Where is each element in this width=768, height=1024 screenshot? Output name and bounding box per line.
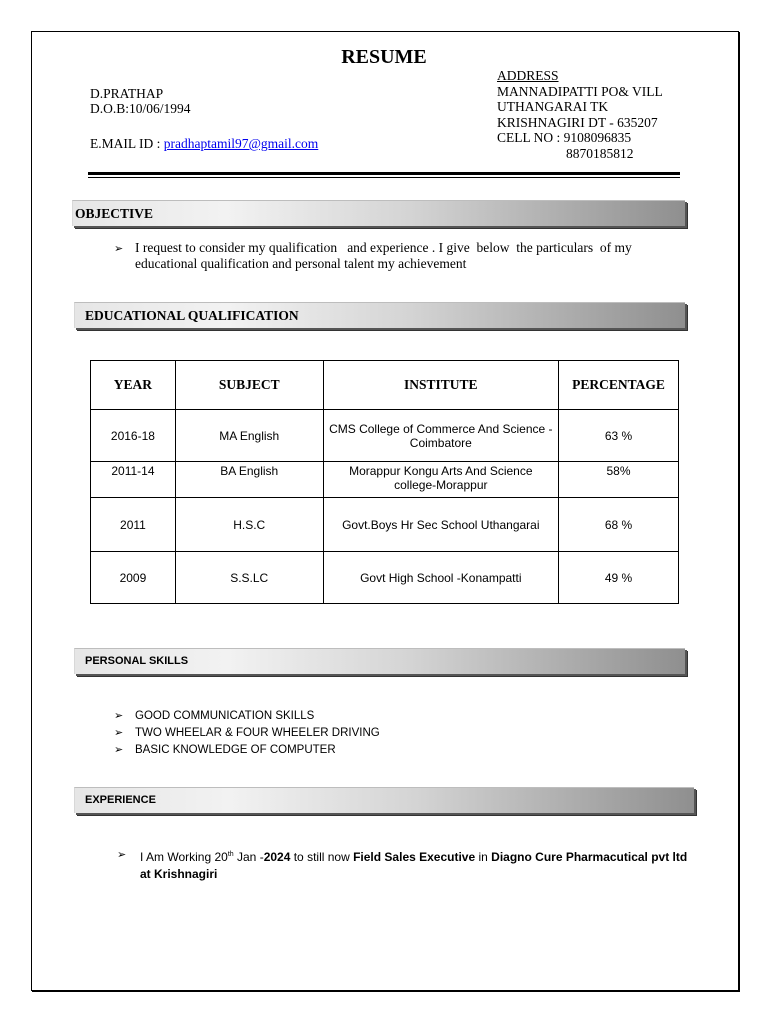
cell-subject: H.S.C: [175, 498, 323, 552]
table-row: [91, 462, 679, 498]
cell-subject: MA English: [175, 410, 323, 462]
list-item: BASIC KNOWLEDGE OF COMPUTER: [135, 744, 336, 756]
exp-sup: th: [227, 851, 234, 858]
bullet-icon: ➢: [114, 727, 124, 739]
objective-section-header: [72, 200, 685, 226]
table-header-row: [91, 361, 679, 410]
email-label: E.MAIL ID :: [90, 136, 164, 151]
exp-role: Field Sales Executive: [353, 850, 476, 864]
address-block: [497, 68, 663, 162]
column-header-subject: SUBJECT: [175, 361, 323, 410]
address-heading: ADDRESS: [497, 68, 559, 83]
cell-year: 2011: [91, 498, 176, 552]
education-section-header: [74, 302, 685, 328]
table-row: [91, 410, 679, 462]
column-header-year: YEAR: [91, 361, 176, 410]
cell-percentage: 49 %: [559, 552, 679, 604]
cell-percentage: 63 %: [559, 410, 679, 462]
exp-part-2: Jan -: [233, 850, 264, 864]
objective-line-1: I request to consider my qualification and experience . I give below the particulars of my: [135, 240, 632, 255]
cell-year: 2009: [91, 552, 176, 604]
exp-year: 2024: [263, 850, 291, 864]
list-item: GOOD COMMUNICATION SKILLS: [135, 710, 315, 722]
resume-title: RESUME: [341, 46, 427, 68]
candidate-name: D.PRATHAP: [90, 86, 164, 101]
header-divider: [88, 172, 680, 175]
cell-number: CELL NO : 9108096835: [497, 130, 632, 146]
table-row: [91, 552, 679, 604]
cell-percentage: 68 %: [559, 498, 679, 552]
cell-subject: S.S.LC: [175, 552, 323, 604]
personal-info: [90, 86, 191, 116]
exp-part-3: to still now: [290, 850, 354, 864]
table-row: [91, 498, 679, 552]
objective-heading: OBJECTIVE: [75, 206, 154, 221]
header-divider-thin: [88, 177, 680, 178]
email-line: [90, 136, 318, 152]
education-table: [90, 360, 679, 604]
cell-percentage: 58%: [559, 462, 679, 498]
bullet-icon: ➢: [117, 849, 127, 861]
cell-subject: BA English: [175, 462, 323, 498]
objective-line-2: educational qualification and personal talent my achievement: [135, 256, 467, 271]
cell-institute: Morappur Kongu Arts And Science college-Morappur: [323, 462, 558, 498]
exp-part-1: I Am Working 20: [140, 850, 228, 864]
exp-company: Diagno Cure Pharmacutical pvt ltd at Krishnagiri: [140, 850, 688, 881]
cell-number-2: 8870185812: [566, 145, 634, 161]
cell-institute: Govt High School -Konampatti: [323, 552, 558, 604]
address-line-2: UTHANGARAI TK: [497, 99, 609, 115]
skills-bullets: [114, 708, 123, 759]
education-heading: EDUCATIONAL QUALIFICATION: [85, 308, 299, 323]
experience-section-header: [74, 787, 694, 813]
bullet-icon: ➢: [114, 744, 124, 756]
date-of-birth: D.O.B:10/06/1994: [90, 101, 191, 116]
bullet-icon: ➢: [114, 243, 124, 255]
experience-text: [140, 846, 700, 883]
email-link[interactable]: pradhaptamil97@gmail.com: [163, 136, 319, 151]
objective-text: [135, 240, 680, 272]
address-line-1: MANNADIPATTI PO& VILL: [497, 83, 663, 99]
cell-year: 2011-14: [91, 462, 176, 498]
skills-list: [135, 708, 380, 759]
experience-heading: EXPERIENCE: [85, 794, 156, 806]
cell-institute: Govt.Boys Hr Sec School Uthangarai: [323, 498, 558, 552]
skills-heading: PERSONAL SKILLS: [85, 655, 189, 667]
list-item: TWO WHEELAR & FOUR WHEELER DRIVING: [135, 727, 380, 739]
column-header-institute: INSTITUTE: [323, 361, 558, 410]
cell-year: 2016-18: [91, 410, 176, 462]
address-line-3: KRISHNAGIRI DT - 635207: [497, 114, 658, 130]
bullet-icon: ➢: [114, 710, 124, 722]
exp-part-4: in: [475, 850, 492, 864]
column-header-percentage: PERCENTAGE: [559, 361, 679, 410]
skills-section-header: [74, 648, 685, 674]
cell-institute: CMS College of Commerce And Science -Coimbatore: [323, 410, 558, 462]
